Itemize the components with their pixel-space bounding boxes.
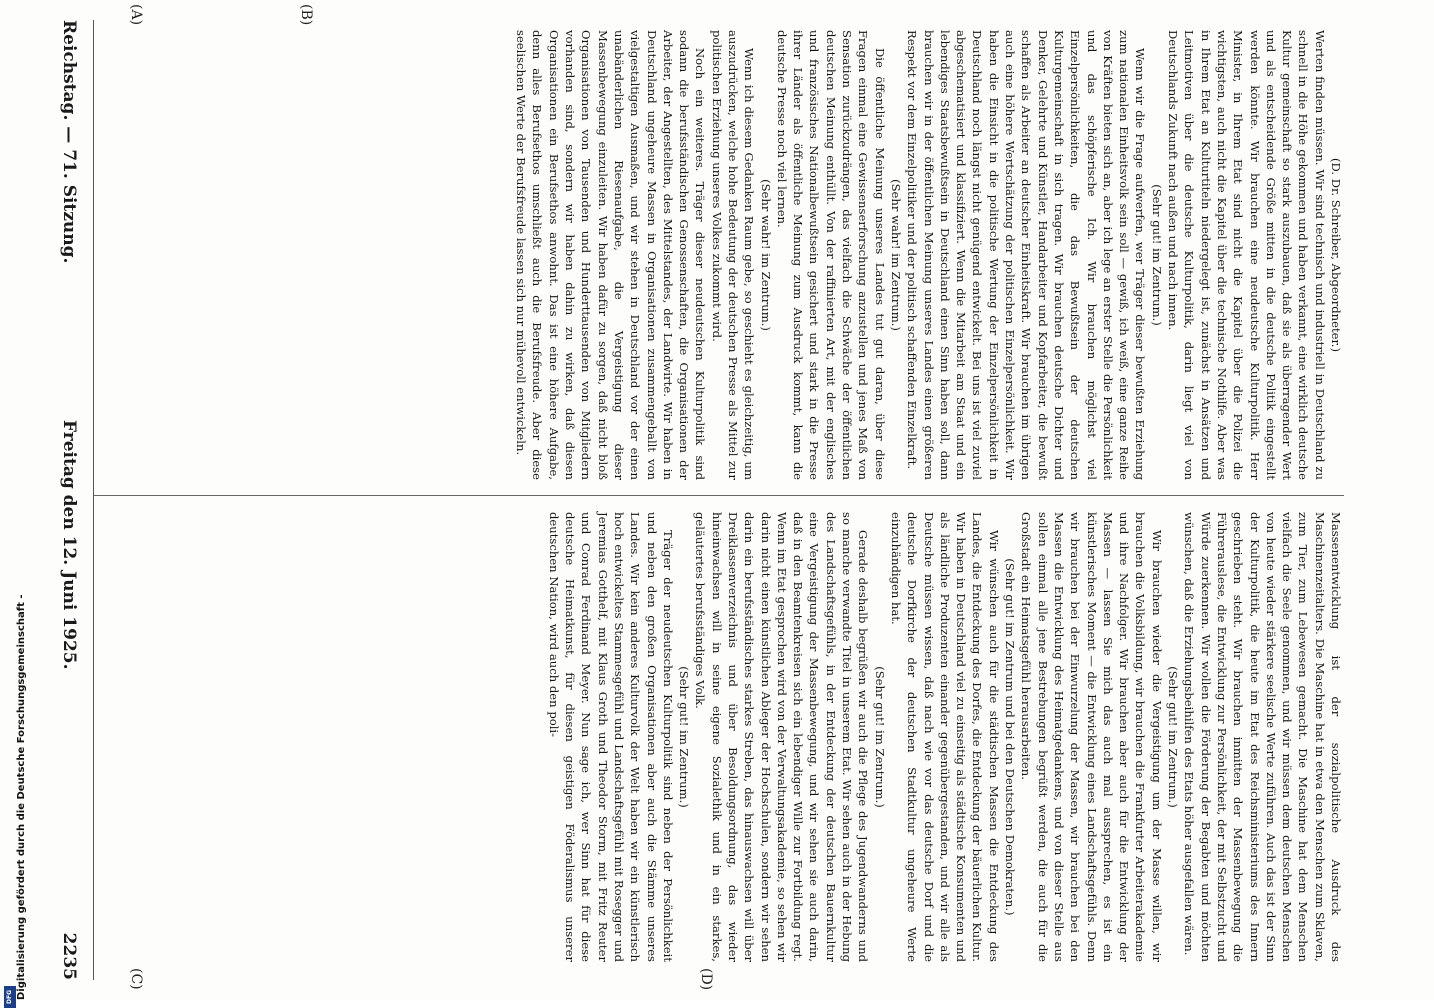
page-number: 2235 bbox=[59, 932, 79, 980]
paragraph: Die öffentliche Meinung unseres Landes tut gut daran, über diese Fragen einmal eine Gewissenserforschung anzustellen und jenes Maß von Sensation zurückzudrängen, das vielfach die Schwäche der öffentlichen deutschen Meinung enthüllt. Von der raffinierten Art, mit der englisches und französisches Nationalbewußtsein gesichert und stark in die Presse ihrer Länder als öffentliche Meinung zum Ausdruck kommt, kann die deutsche Presse noch viel lernen. bbox=[774, 30, 887, 480]
interjection: (Sehr gut! im Zentrum.) bbox=[1166, 666, 1181, 808]
column-divider bbox=[94, 495, 1344, 496]
margin-mark-a: (A) bbox=[128, 4, 144, 26]
speaker-line: (D. Dr. Schreiber, Abgeordneter.) bbox=[1329, 158, 1343, 352]
left-column bbox=[104, 30, 1344, 480]
interjection: (Sehr gut! im Zentrum und bei den Deutschen Demokraten.) bbox=[1003, 558, 1018, 916]
interjection: (Sehr gut! im Zentrum.) bbox=[1149, 184, 1164, 326]
paragraph: Gerade deshalb begrüßen wir auch die Pflege des Jugendwanderns und so manche verwandte Titel in unserem Etat. Wir sehen auch in der Hebung des Landschaftsgefühls, in der Entdeckung der deutschen Bauernkultur eine Vergeistigung der Massenbewegung, und wir sehen sie auch darin, daß in den Beamtenkreisen sich ein lebendiger Wille zur Fortbildung regt. Wenn im Etat gesprochen wird von der Verwaltungsakademie, so sehen wir darin nicht einen künstlichen Ableger der Hochschulen, sondern wir sehen darin ein berufsständisches starkes Streben, das hinauswachsen will über Dreiklassenverzeichnis und über Besoldungsordnung, das wieder hineinwachsen will in seine eigene Sozialethik und in ein starkes, geläutertes berufsständiges Volk. bbox=[693, 512, 871, 962]
header-date: Freitag den 12. Juni 1925. bbox=[59, 420, 79, 670]
paragraph: Noch ein weiteres. Träger dieser neudeutschen Kulturpolitik sind sodann die berufsständischen Genossenschaften, die Organisationen der Arbeiter, der Angestellten, des Mittelstandes, der Landwirte. Wir haben in Deutschland ungeheure Massen in Organisationen zusammengeballt von vielgestaltigen Ausmaßen, und wir stehen in Deutschland vor der einen unabänderlichen Riesenaufgabe, die Vergeistigung dieser Massenbewegung einzuleiten. Wir haben dafür zu sorgen, daß nicht bloß Organisationen von Tausenden und Hunderttausenden von Mitgliedern vorhanden sind, sondern wir haben dahin zu wirken, daß diesen Organisationen ein Berufsethos anwohnt. Das ist eine höhere Aufgabe, denn alles Berufsethos umschließt auch die Berufsfreude. Aber diese seelischen Werte der Berufsfreude lassen sich nur mühevoll entwickeln. bbox=[514, 30, 708, 480]
right-column bbox=[104, 512, 1344, 962]
paragraph: Träger der neudeutschen Kulturpolitik sind neben der Persönlichkeit und neben den großen Organisationen aber auch die Stämme unseres Landes. Wir kein anderes Kulturvolk der Welt haben wir ein künstlerisch hoch entwickeltes Stammesgefühl und Landschaftsgefühl mit Rosegger und Jeremias Gotthelf, mit Klaus Groth und Theodor Storm, mit Fritz Reuter und Conrad Ferdinand Meyer. Nun sage ich, wer Sinn hat für diese deutsche Heimatkunst, für diesen geistigen Föderalismus unserer deutschen Nation, wird auch den poli- bbox=[546, 512, 675, 962]
paragraph: Wenn ich diesem Gedanken Raum gebe, so geschieht es gleichzeitig, um auszudrücken, welche hohe Bedeutung der deutschen Presse als Mittel zur politischen Erziehung unseres Volkes zukommt wird. bbox=[709, 30, 757, 480]
margin-mark-b: (B) bbox=[298, 4, 314, 26]
paragraph: Werten finden müssen. Wir sind technisch und industriell in Deutschland zu schnell in die Höhe gekommen und haben verkannt, eine wirklich deutsche Kultur gemeinschaft so stark auszubauen, daß sie als überragender Wert und als entscheidende Größe mitten in die deutsche Politik eingestellt werden könnte. Wir brauchen eine neudeutsche Kulturpolitik. Herr Minister, in Ihrem Etat sind nicht die Kapitel über die Polizei die wichtigsten, auch nicht die Kapitel über die technische Nothilfe. Aber was in Ihrem Etat an Kulturtiteln niedergelegt ist, zunächst in Ansätzen und Leitmotiven über die deutsche Kulturpolitik, darin liegt viel von Deutschlands Zukunft nach außen und nach innen. bbox=[1166, 30, 1327, 480]
interjection: (Sehr gut! im Zentrum.) bbox=[872, 666, 887, 808]
interjection: (Sehr wahr! im Zentrum.) bbox=[888, 179, 903, 331]
paragraph: Wir wünschen auch für die städtischen Massen die Entdeckung des Landes, die Entdeckung des Dorfes, die Entdeckung der bäuerlichen Kultur. Wir haben in Deutschland viel zu einseitig als städtische Konsumenten und als ländliche Produzenten einander gegenübergestanden, und wir alle als Deutsche müssen wissen, daß nach wie vor das deutsche Dorf und die deutsche Dorfkirche der deutschen Stadtkultur ungeheure Werte einzuhändigen hat. bbox=[888, 512, 1001, 962]
dfg-logo: DFG bbox=[4, 986, 16, 1008]
header-session: Reichstag. — 71. Sitzung. bbox=[59, 20, 79, 264]
paragraph: Massenentwicklung ist der sozialpolitische Ausdruck des Maschinenzeitalters. Die Maschine hat in etwa den Menschen zum Sklaven, zum Tier, zum Lebewesen gemacht. Die Maschine hat dem Menschen vielfach die Seele genommen, und wir müssen dem deutschen Menschen von heute wieder stärkere seelische Werte zuführen. Auch das ist der Sinn der Kulturpolitik, die heute im Etat des Reichsministeriums des Innern geschrieben steht. Wir brauchen inmitten der Massenbewegung die Führerauslese, die Entwicklung zur Persönlichkeit, der mit Selbstzucht und Würde zuerkennen. Wir wollen die Förderung der Begabten und möchten wünschen, daß die Erziehungsbeihilfen des Etats höher ausgefallen wären. bbox=[1182, 512, 1343, 962]
margin-mark-c: (C) bbox=[128, 968, 144, 990]
margin-mark-d: (D) bbox=[698, 968, 714, 991]
interjection: (Sehr gut! im Zentrum.) bbox=[677, 666, 692, 808]
footer-credit: Digitalisierung gefördert durch die Deutsche Forschungsgemeinschaft - bbox=[16, 594, 27, 1000]
header-rule bbox=[93, 20, 94, 980]
page-header bbox=[49, 20, 79, 980]
paragraph: Wir brauchen wieder die Vergeistigung um der Masse willen, wir brauchen die Volksbildung, wir brauchen die Frankfurter Arbeiterakademie und ihre Nachfolger. Wir brauchen aber auch für die Entwicklung der Massen — lassen Sie mich das auch mal aussprechen, es ist ein künstlerisches Moment — die Entwicklung eines Landschaftsgefühls. Denn wir brauchen bei der Einwurzelung der Massen, wir brauchen bei den Massen die Entwicklung des Heimatgedankens, und von dieser Stelle aus sollen einmal alle jene Bestrebungen begrüßt werden, die auch für die Großstadt ein Heimatsgefühl herausarbeiten. bbox=[1019, 512, 1164, 962]
paragraph: Wenn wir die Frage aufwerfen, wer Träger dieser bewußten Erziehung zum nationalen Einheitsvolk sein soll — gewiß, ich weiß, eine ganze Reihe von Kräften bieten sich an, aber ich lege an erster Stelle die Persönlichkeit und das schöpferische Ich. Wir brauchen möglichst viel Einzelpersönlichkeiten, die das Bewußtsein der deutschen Kulturgemeinschaft in sich tragen. Wir brauchen deutsche Dichter und Denker, Gelehrte und Künstler, Handarbeiter und Kopfarbeiter, die bewußt schaffen als Arbeiter an deutscher Einheitskraft. Wir brauchen im übrigen auch eine höhere Wertschätzung der politischen Einzelpersönlichkeit. Wir haben die Einsicht in die politische Wertung der Einzelpersönlichkeit in Deutschland noch längst nicht genügend entwickelt. Bei uns ist viel zuviel abgeschematisiert und klassifiziert. Wenn die Mitarbeit am Staat und ein lebendiges Staatsbewußtsein in Deutschland einen Sinn haben soll, dann brauchen wir in der öffentlichen Meinung unseres Landes einen größeren Respekt vor dem Einzelpolitiker und der politisch schaffenden Einzelkraft. bbox=[905, 30, 1148, 480]
interjection: (Sehr wahr! im Zentrum.) bbox=[758, 179, 773, 331]
